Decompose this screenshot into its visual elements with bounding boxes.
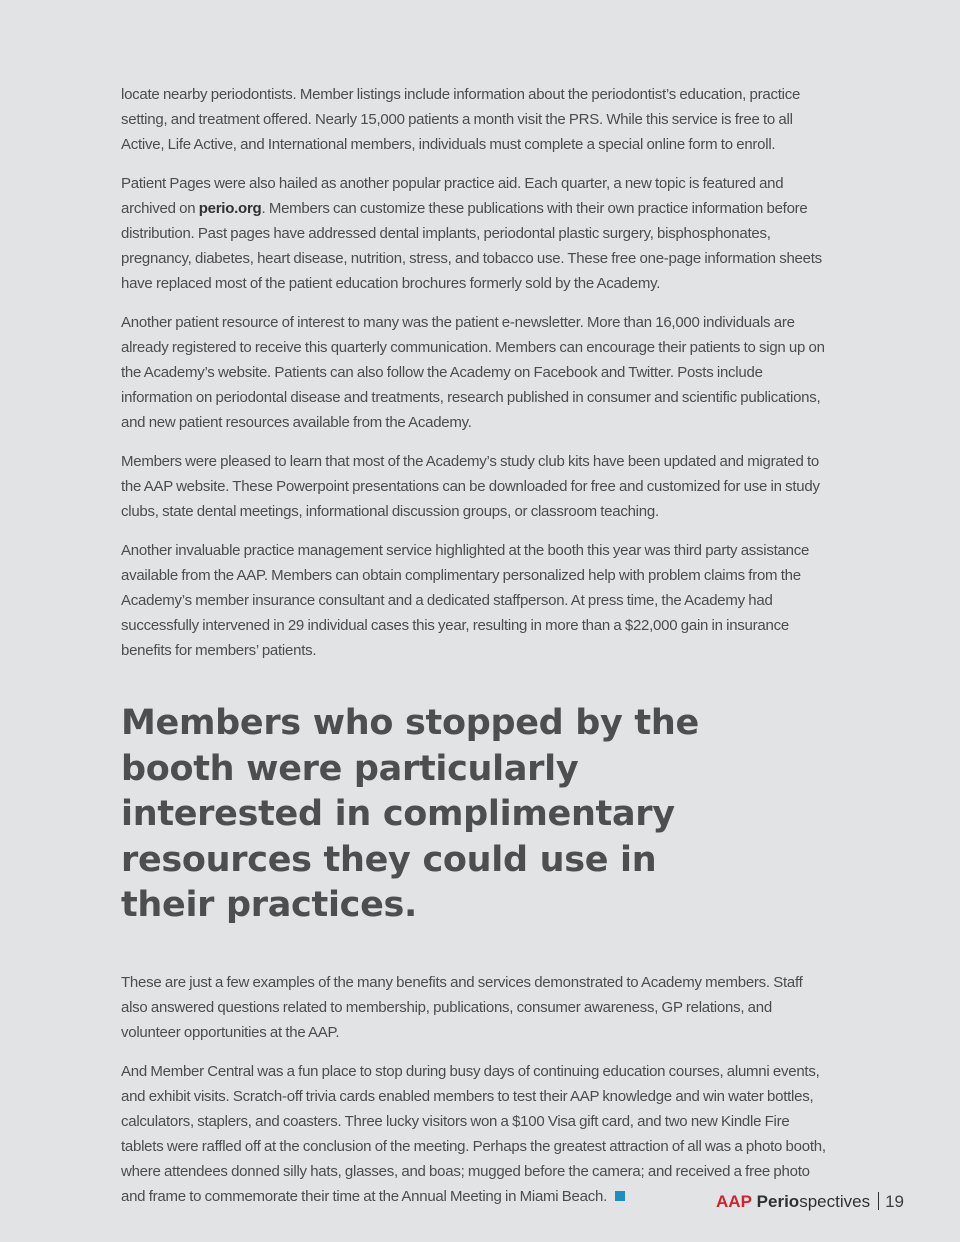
- paragraph-text: And Member Central was a fun place to stop during busy days of continuing education courses, alumni events, and exhibit visits. Scratch-off trivia cards enabled members to test their AAP knowledge and win water bottles, calculators, staplers, and coasters. Three lucky visitors won a $100 Visa gift card, and two new Kindle Fire tablets were raffled off at the conclusion of the meeting. Perhaps the greatest attraction of all was a photo booth, where attendees donned silly hats, glasses, and boas; mugged before the camera; and received a free photo and frame to commemorate their time at the Annual Meeting in Miami Beach.: [121, 1062, 826, 1205]
- body-paragraph: Another patient resource of interest to many was the patient e-newsletter. More than 16,000 individuals are already registered to receive this quarterly communication. Members can encourage their patients to sign up on the Academy’s website. Patients can also follow the Academy on Facebook and Twitter. Posts include information on periodontal disease and treatments, research published in consumer and scientific publications, and new patient resources available from the Academy.: [121, 314, 825, 431]
- body-paragraph: These are just a few examples of the many benefits and services demonstrated to Academy members. Staff also answered questions related to membership, publications, consumer awareness, GP relations, and volunteer opportunities at the AAP.: [121, 973, 803, 1041]
- paragraph-text: Patient Pages were also hailed as another popular practice aid. Each quarter, a new topic is featured and archived on: [121, 175, 784, 217]
- brand-perio: Perio: [756, 1192, 800, 1211]
- end-mark-icon: [615, 1191, 625, 1201]
- article-column: [121, 82, 826, 1223]
- footer-divider: [878, 1192, 879, 1210]
- brand-spectives: spectives: [799, 1192, 871, 1211]
- pull-quote: Members who stopped by the booth were particularly interested in complimentary resources they could use in their practices.: [121, 703, 699, 925]
- body-paragraph: Another invaluable practice management service highlighted at the booth this year was third party assistance available from the AAP. Members can obtain complimentary personalized help with problem claims from the Academy’s member insurance consultant and a dedicated staffperson. At press time, the Academy had successfully intervened in 29 individual cases this year, resulting in more than a $22,000 gain in insurance benefits for members’ patients.: [121, 542, 810, 659]
- perio-org-link[interactable]: perio.org: [198, 200, 262, 217]
- brand-name: [757, 1192, 870, 1211]
- page-footer: [716, 1192, 904, 1212]
- page-number: 19: [885, 1192, 904, 1211]
- body-paragraph: [121, 1059, 826, 1209]
- body-paragraph: Members were pleased to learn that most of the Academy’s study club kits have been updated and migrated to the AAP website. These Powerpoint presentations can be downloaded for free and customized for use in study clubs, state dental meetings, informational discussion groups, or classroom teaching.: [121, 453, 820, 520]
- body-paragraph: [121, 171, 826, 296]
- brand-aap: AAP: [716, 1192, 752, 1211]
- body-paragraph: locate nearby periodontists. Member listings include information about the periodontist’s education, practice setting, and treatment offered. Nearly 15,000 patients a month visit the PRS. While this service is free to all Active, Life Active, and International members, individuals must complete a special online form to enroll.: [121, 86, 801, 153]
- paragraph-text: . Members can customize these publications with their own practice information before distribution. Past pages have addressed dental implants, periodontal plastic surgery, bisphosphonates, pregnancy, diabetes, heart disease, nutrition, stress, and tobacco use. These free one-page information sheets have replaced most of the patient education brochures formerly sold by the Academy.: [121, 200, 822, 292]
